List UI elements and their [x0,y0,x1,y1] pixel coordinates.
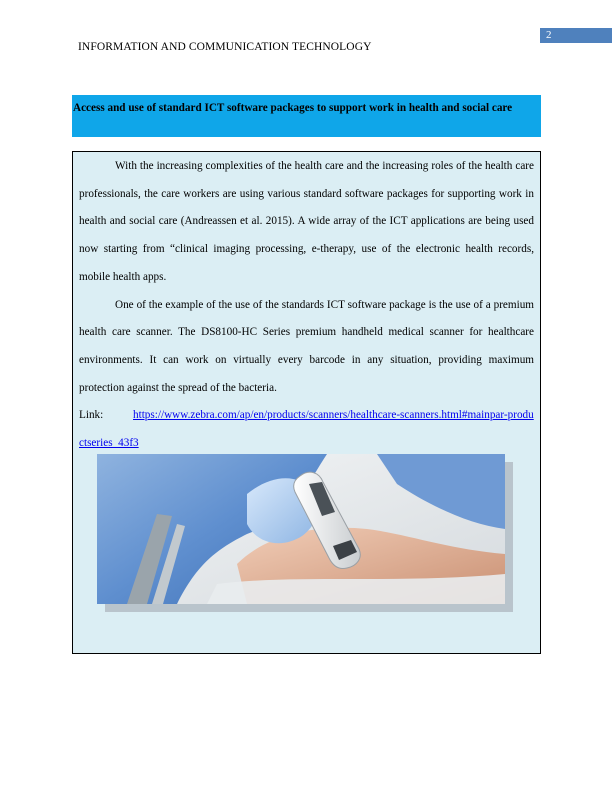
section-title: Access and use of standard ICT software packages to support work in health and social care [72,95,541,137]
scanner-photo [97,454,505,604]
scanner-photo-frame [97,454,505,604]
running-head: INFORMATION AND COMMUNICATION TECHNOLOGY [78,41,372,53]
link-line [79,402,534,457]
product-link[interactable]: https://www.zebra.com/ap/en/products/scanners/healthcare-scanners.html#mainpar-productseries_43f3 [79,409,534,450]
body-paragraph-1: With the increasing complexities of the health care and the increasing roles of the health care professionals, the care workers are using various standard software packages for supporting work in health and social care (Andreassen et al. 2015). A wide array of the ICT applications are being used now starting from “clinical imaging processing, e-therapy, use of the electronic health records, mobile health apps. [79,160,534,283]
body-paragraph-2: One of the example of the use of the standards ICT software package is the use of a premium health care scanner. The DS8100-HC Series premium handheld medical scanner for healthcare environments. It can work on virtually every barcode in any situation, providing maximum protection against the spread of the bacteria. [79,298,534,394]
content-box [72,151,541,654]
scanner-photo-illustration [97,454,505,604]
link-label: Link: [79,409,104,422]
page-number: 2 [540,28,612,43]
